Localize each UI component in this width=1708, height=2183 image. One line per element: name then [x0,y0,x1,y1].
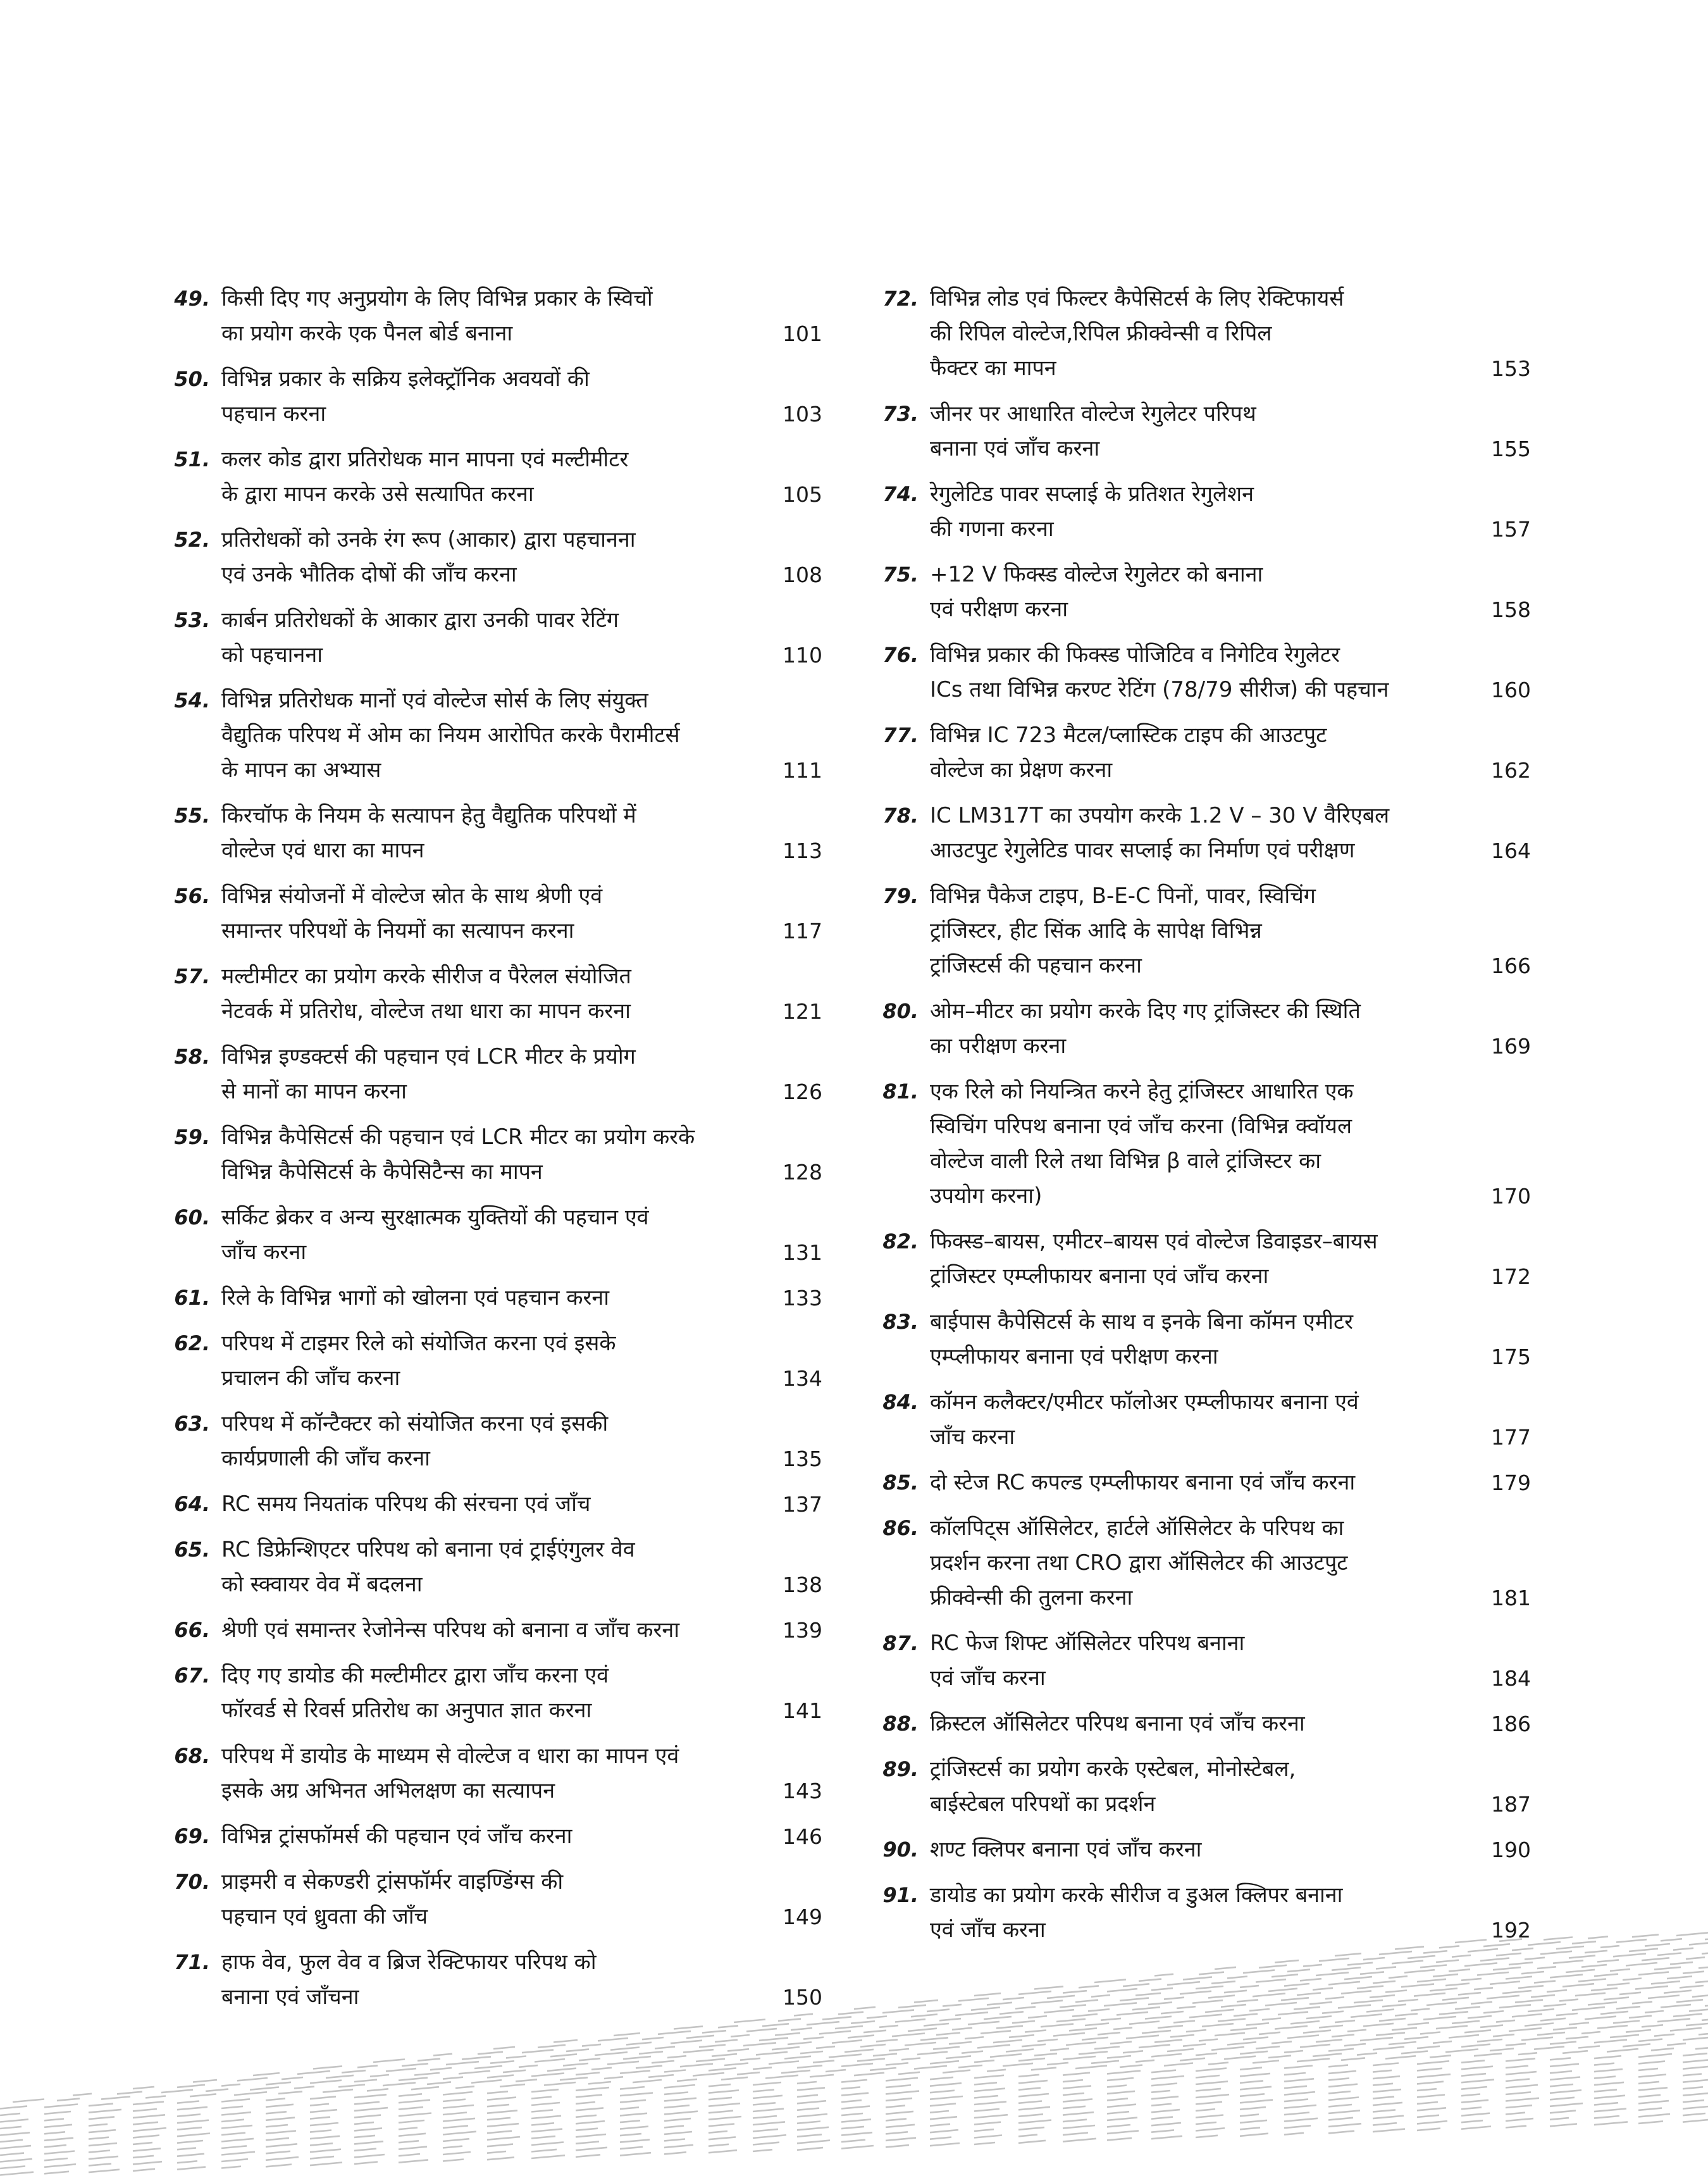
toc-entry-title: विभिन्न कैपेसिटर्स की पहचान एवं LCR मीटर का प्रयोग करके विभिन्न कैपेसिटर्स के कैपेसिटैन्स का मापन [221,1124,695,1185]
toc-entry-number: 77. [882,723,919,747]
toc-entry-title: विभिन्न IC 723 मैटल/प्लास्टिक टाइप की आउटपुट वोल्टेज का प्रेक्षण करना [930,723,1327,783]
toc-entry-page-number: 138 [783,1572,822,1597]
toc-entry-page-number: 177 [1491,1425,1531,1450]
toc-entry [171,1407,822,1476]
toc-entry-number: 49. [174,287,210,311]
toc-entry-title: RC समय नियतांक परिपथ की संरचना एवं जाँच [221,1491,591,1517]
toc-entry [171,1613,822,1648]
toc-entry-number: 63. [174,1412,210,1436]
toc-entry-title: प्रतिरोधकों को उनके रंग रूप (आकार) द्वारा पहचानना एवं उनके भौतिक दोषों की जाँच करना [221,527,636,587]
toc-entry-title: IC LM317T का उपयोग करके 1.2 V – 30 V वैरिएबल आउटपुट रेगुलेटिड पावर सप्लाई का निर्माण एवं परीक्षण [930,803,1390,863]
toc-entry-number: 72. [882,287,919,311]
toc-entry-title: परिपथ में डायोड के माध्यम से वोल्टेज व धारा का मापन एवं इसके अग्र अभिनत अभिलक्षण का सत्यापन [221,1743,679,1803]
toc-entry-title: बाईपास कैपेसिटर्स के साथ व इनके बिना कॉमन एमीटर एम्प्लीफायर बनाना एवं परीक्षण करना [930,1309,1354,1369]
toc-entry [171,1326,822,1396]
toc-entry [879,1224,1531,1294]
toc-entry-title: परिपथ में टाइमर रिले को संयोजित करना एवं इसके प्रचालन की जाँच करना [221,1331,616,1391]
toc-entry [879,1752,1531,1822]
toc-entry-number: 61. [174,1286,210,1310]
toc-entry-title: ट्रांजिस्टर्स का प्रयोग करके एस्टेबल, मोनोस्टेबल, बाईस्टेबल परिपथों का प्रदर्शन [930,1757,1296,1817]
toc-entry-number: 80. [882,999,919,1023]
toc-left-column [171,282,822,2025]
toc-entry-title: शण्ट क्लिपर बनाना एवं जाँच करना [930,1837,1202,1862]
toc-entry-number: 87. [882,1631,919,1655]
toc-entry [171,442,822,512]
toc-entry-number: 54. [174,688,210,712]
decorative-wave-pattern [0,1930,1708,2183]
toc-entry-title: विभिन्न प्रकार की फिक्स्ड पोजिटिव व निगेटिव रेगुलेटर ICs तथा विभिन्न करण्ट रेटिंग (78/79 सीरीज) की पहचान [930,642,1389,702]
toc-entry-number: 79. [882,884,919,908]
toc-entry [171,879,822,948]
toc-entry [171,799,822,868]
toc-entry-number: 89. [882,1757,919,1781]
toc-entry-title: डायोड का प्रयोग करके सीरीज व डुअल क्लिपर बनाना एवं जाँच करना [930,1882,1343,1943]
toc-entry-number: 67. [174,1664,210,1688]
toc-entry-number: 50. [174,367,210,391]
toc-entry-page-number: 133 [783,1286,822,1310]
toc-entry-title: ओम–मीटर का प्रयोग करके दिए गए ट्रांजिस्टर की स्थिति का परीक्षण करना [930,998,1361,1059]
toc-entry [171,959,822,1029]
toc-entry [879,282,1531,386]
toc-entry [171,1533,822,1602]
toc-entry-page-number: 126 [783,1079,822,1104]
toc-entry-page-number: 172 [1491,1264,1531,1289]
toc-entry-title: विभिन्न लोड एवं फिल्टर कैपेसिटर्स के लिए रेक्टिफायर्स की रिपिल वोल्टेज,रिपिल फ्रीक्वेन्सी व रिपिल फैक्टर का मापन [930,286,1344,381]
toc-entry-number: 58. [174,1045,210,1069]
toc-entry-page-number: 146 [783,1824,822,1849]
toc-entry-number: 70. [174,1870,210,1894]
toc-entry [879,718,1531,788]
toc-entry [171,1865,822,1934]
toc-entry-number: 84. [882,1390,919,1414]
toc-entry-number: 74. [882,482,919,506]
toc-entry-title: श्रेणी एवं समान्तर रेजोनेन्स परिपथ को बनाना व जाँच करना [221,1617,680,1643]
toc-entry-title: +12 V फिक्स्ड वोल्टेज रेगुलेटर को बनाना एवं परीक्षण करना [930,562,1263,622]
toc-entry-number: 71. [174,1950,210,1974]
toc-entry-number: 83. [882,1310,919,1334]
toc-entry-page-number: 149 [783,1905,822,1929]
toc-entry-page-number: 179 [1491,1471,1531,1495]
toc-entry-page-number: 192 [1491,1918,1531,1943]
toc-entry-title: रेगुलेटिड पावर सप्लाई के प्रतिशत रेगुलेशन की गणना करना [930,482,1254,542]
toc-entry-title: फिक्स्ड–बायस, एमीटर–बायस एवं वोल्टेज डिवाइडर–बायस ट्रांजिस्टर एम्प्लीफायर बनाना एवं जाँच करना [930,1229,1378,1289]
toc-entry [171,1040,822,1109]
toc-entry-title: विभिन्न संयोजनों में वोल्टेज स्रोत के साथ श्रेणी एवं समान्तर परिपथों के नियमों का सत्यापन करना [221,883,603,943]
toc-entry-number: 64. [174,1492,210,1516]
toc-entry [171,1739,822,1808]
toc-entry [171,1658,822,1728]
toc-entry-title: एक रिले को नियन्त्रित करने हेतु ट्रांजिस्टर आधारित एक स्विचिंग परिपथ बनाना एवं जाँच करना (विभिन्न क्वॉयल वोल्टेज वाली रिले तथा विभिन्न β वाले ट्रांजिस्टर का उपयोग करना) [930,1079,1354,1209]
toc-entry-page-number: 135 [783,1446,822,1471]
toc-entry-page-number: 101 [783,321,822,346]
toc-entry-page-number: 184 [1491,1666,1531,1691]
toc-entry-page-number: 110 [783,643,822,668]
toc-entry-page-number: 181 [1491,1586,1531,1610]
toc-entry-page-number: 139 [783,1618,822,1643]
toc-entry-page-number: 186 [1491,1712,1531,1736]
toc-entry [171,683,822,788]
toc-entry-page-number: 134 [783,1366,822,1391]
toc-entry-number: 66. [174,1618,210,1642]
toc-entry-title: विभिन्न प्रतिरोधक मानों एवं वोल्टेज सोर्स के लिए संयुक्त वैद्युतिक परिपथ में ओम का नियम आरोपित करके पैरामीटर्स के मापन का अभ्यास [221,688,680,783]
toc-entry-page-number: 108 [783,563,822,587]
toc-entry-number: 76. [882,643,919,667]
toc-entry-page-number: 169 [1491,1034,1531,1059]
toc-entry-number: 81. [882,1079,919,1104]
toc-entry [879,1305,1531,1374]
toc-entry-title: मल्टीमीटर का प्रयोग करके सीरीज व पैरेलल संयोजित नेटवर्क में प्रतिरोध, वोल्टेज तथा धारा का मापन करना [221,964,631,1024]
toc-entry-number: 59. [174,1125,210,1149]
toc-entry-page-number: 143 [783,1779,822,1803]
toc-entry [879,1626,1531,1696]
toc-entry-title: RC डिफ्रेन्शिएटर परिपथ को बनाना एवं ट्राईएंगुलर वेव को स्क्वायर वेव में बदलना [221,1537,635,1597]
toc-entry-page-number: 105 [783,482,822,507]
toc-entry-title: विभिन्न ट्रांसफॉमर्स की पहचान एवं जाँच करना [221,1824,572,1849]
toc-right-column [879,282,1531,1958]
toc-entry [171,1120,822,1190]
toc-entry-title: कॉमन कलैक्टर/एमीटर फॉलोअर एम्प्लीफायर बनाना एवं जाँच करना [930,1390,1359,1450]
toc-entry-number: 86. [882,1516,919,1540]
toc-entry-number: 91. [882,1883,919,1907]
toc-entry-number: 68. [174,1744,210,1768]
toc-entry [171,1281,822,1315]
toc-entry [879,638,1531,707]
toc-entry-page-number: 155 [1491,437,1531,461]
toc-entry-title: क्रिस्टल ऑसिलेटर परिपथ बनाना एवं जाँच करना [930,1711,1305,1736]
toc-entry-title: विभिन्न इण्डक्टर्स की पहचान एवं LCR मीटर के प्रयोग से मानों का मापन करना [221,1044,636,1104]
toc-entry-number: 82. [882,1229,919,1253]
toc-entry-page-number: 160 [1491,678,1531,702]
toc-entry [171,603,822,673]
toc-entry-number: 75. [882,563,919,587]
toc-entry-title: विभिन्न पैकेज टाइप, B-E-C पिनों, पावर, स्विचिंग ट्रांजिस्टर, हीट सिंक आदि के सापेक्ष विभिन्न ट्रांजिस्टर्स की पहचान करना [930,883,1316,978]
toc-entry [879,397,1531,466]
toc-entry [879,879,1531,983]
toc-entry-title: सर्किट ब्रेकर व अन्य सुरक्षात्मक युक्तियों की पहचान एवं जाँच करना [221,1205,649,1265]
toc-entry [171,523,822,592]
toc-entry-page-number: 103 [783,402,822,426]
toc-entry-page-number: 113 [783,838,822,863]
toc-entry-page-number: 166 [1491,954,1531,978]
toc-entry [879,1511,1531,1615]
toc-entry-page-number: 170 [1491,1184,1531,1209]
toc-entry [879,1707,1531,1741]
toc-entry [879,1465,1531,1500]
toc-entry-number: 78. [882,804,919,828]
toc-entry-page-number: 117 [783,919,822,943]
toc-entry-page-number: 141 [783,1698,822,1723]
toc-entry [171,362,822,432]
toc-entry [171,282,822,351]
toc-entry-page-number: 164 [1491,838,1531,863]
toc-entry-page-number: 150 [783,1985,822,2010]
toc-entry-page-number: 175 [1491,1345,1531,1369]
toc-entry-title: हाफ वेव, फुल वेव व ब्रिज रेक्टिफायर परिपथ को बनाना एवं जाँचना [221,1950,597,2010]
toc-entry-page-number: 131 [783,1240,822,1265]
toc-entry-number: 85. [882,1471,919,1495]
toc-entry-title: दिए गए डायोड की मल्टीमीटर द्वारा जाँच करना एवं फॉरवर्ड से रिवर्स प्रतिरोध का अनुपात ज्ञात करना [221,1663,609,1723]
toc-entry-number: 69. [174,1824,210,1848]
toc-entry [879,994,1531,1064]
toc-entry-number: 51. [174,447,210,471]
toc-entry-page-number: 190 [1491,1838,1531,1862]
toc-entry [171,1200,822,1270]
toc-entry-title: कलर कोड द्वारा प्रतिरोधक मान मापना एवं मल्टीमीटर के द्वारा मापन करके उसे सत्यापित करना [221,447,629,507]
toc-entry-page-number: 157 [1491,517,1531,542]
toc-entry-number: 57. [174,964,210,988]
toc-entry-number: 90. [882,1838,919,1862]
toc-entry-number: 60. [174,1205,210,1229]
toc-entry-title: रिले के विभिन्न भागों को खोलना एवं पहचान करना [221,1285,610,1310]
toc-entry-title: जीनर पर आधारित वोल्टेज रेगुलेटर परिपथ बनाना एवं जाँच करना [930,401,1256,461]
toc-entry [879,1832,1531,1867]
toc-entry-page-number: 187 [1491,1792,1531,1817]
toc-entry-title: दो स्टेज RC कपल्ड एम्प्लीफायर बनाना एवं जाँच करना [930,1470,1356,1495]
toc-entry [879,799,1531,868]
toc-entry-page-number: 128 [783,1160,822,1185]
toc-entry-title: विभिन्न प्रकार के सक्रिय इलेक्ट्रॉनिक अवयवों की पहचान करना [221,366,590,426]
toc-entry [879,1385,1531,1455]
toc-entry-page-number: 158 [1491,597,1531,622]
toc-entry-number: 88. [882,1712,919,1736]
toc-entry-page-number: 121 [783,999,822,1024]
toc-entry-number: 56. [174,884,210,908]
toc-entry-page-number: 111 [783,758,822,783]
toc-entry-page-number: 137 [783,1492,822,1517]
toc-entry-number: 65. [174,1538,210,1562]
toc-entry [879,1074,1531,1214]
toc-entry [171,1819,822,1854]
toc-entry-title: कार्बन प्रतिरोधकों के आकार द्वारा उनकी पावर रेटिंग को पहचानना [221,607,619,668]
toc-entry-number: 73. [882,402,919,426]
toc-entry [879,557,1531,627]
toc-entry-number: 53. [174,608,210,632]
toc-entry-title: RC फेज शिफ्ट ऑसिलेटर परिपथ बनाना एवं जाँच करना [930,1631,1245,1691]
toc-entry-title: किरचॉफ के नियम के सत्यापन हेतु वैद्युतिक परिपथों में वोल्टेज एवं धारा का मापन [221,803,636,863]
toc-entry [879,477,1531,547]
toc-entry-number: 52. [174,528,210,552]
toc-entry-title: कॉलपिट्स ऑसिलेटर, हार्टले ऑसिलेटर के परिपथ का प्रदर्शन करना तथा CRO द्वारा ऑसिलेटर की आउटपुट फ्रीक्वेन्सी की तुलना करना [930,1515,1348,1610]
toc-entry-title: किसी दिए गए अनुप्रयोग के लिए विभिन्न प्रकार के स्विचों का प्रयोग करके एक पैनल बोर्ड बनाना [221,286,653,346]
toc-entry-page-number: 153 [1491,356,1531,381]
toc-entry-page-number: 162 [1491,758,1531,783]
toc-entry-number: 55. [174,804,210,828]
toc-entry-title: प्राइमरी व सेकण्डरी ट्रांसफॉर्मर वाइण्डिंग्स की पहचान एवं ध्रुवता की जाँच [221,1869,564,1929]
toc-entry [171,1487,822,1522]
toc-entry-number: 62. [174,1331,210,1355]
wave-lines [0,1932,1708,2175]
toc-entry-title: परिपथ में कॉन्टैक्टर को संयोजित करना एवं इसकी कार्यप्रणाली की जाँच करना [221,1411,609,1471]
